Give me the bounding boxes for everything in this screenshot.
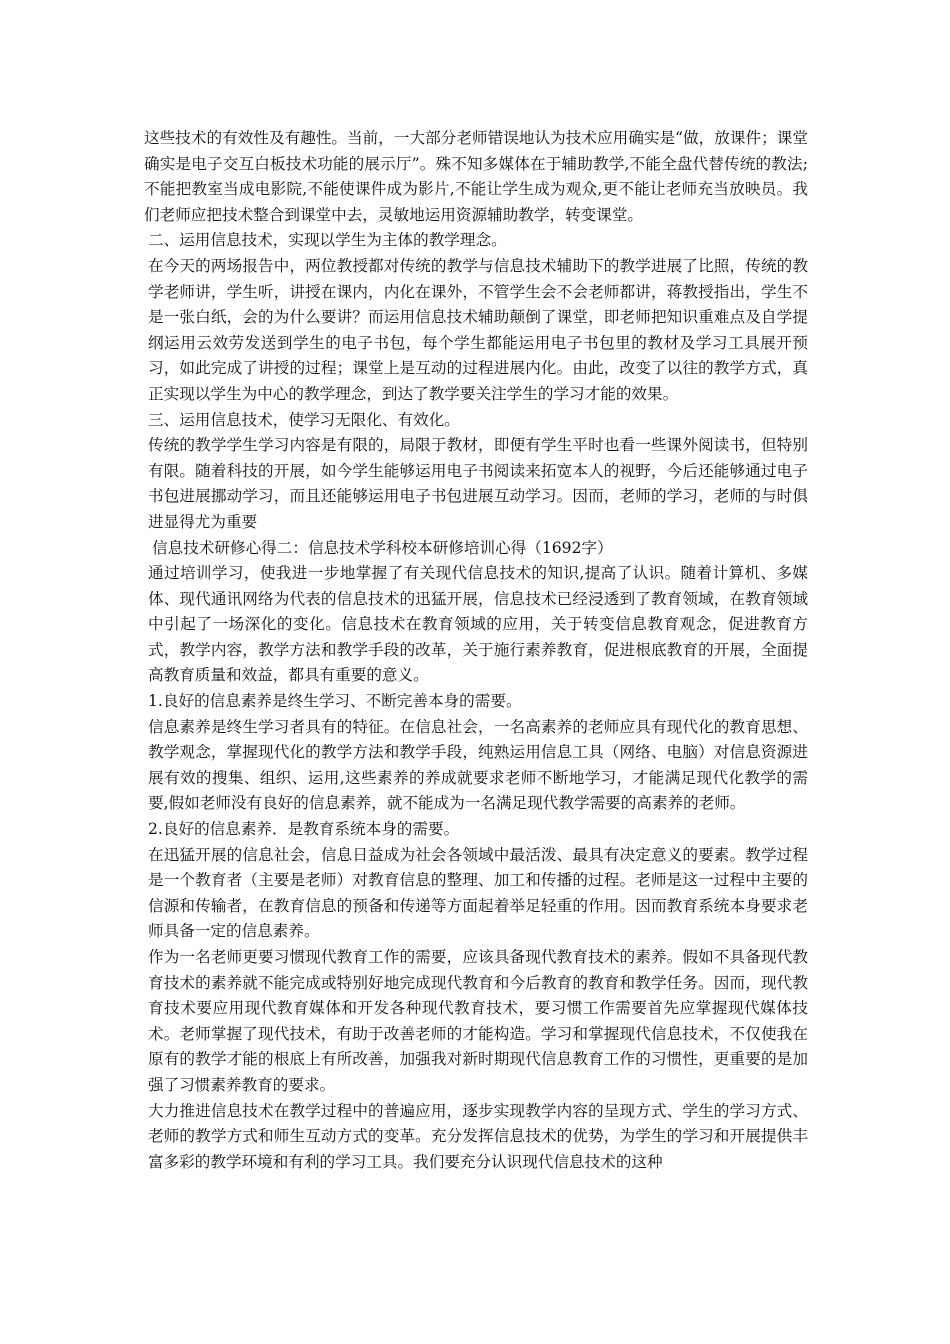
- paragraph-promotion: 大力推进信息技术在教学过程中的普遍应用，逐步实现教学内容的呈现方式、学生的学习方式、老师的教学方式和师生互动方式的变革。充分发挥信息技术的优势，为学生的学习和开展提供丰富多彩的教学环境和有利的学习工具。我们要充分认识现代信息技术的这种: [148, 1101, 808, 1171]
- paragraph-section-2: 在今天的两场报告中，两位教授都对传统的教学与信息技术辅助下的教学进展了比照，传统的教学老师讲，学生听，讲授在课内，内化在课外，不管学生会不会老师都讲，蒋教授指出，学生不是一张白纸，会的为什么要讲？而运用信息技术辅助颠倒了课堂，即老师把知识重难点及自学提纲运用云效劳发送到学生的电子书包，每个学生都能运用电子书包里的教材及学习工具展开预习，如此完成了讲授的过程；课堂上是互动的过程进展内化。由此，改变了以往的教学方式，真正实现以学生为中心的教学理念，到达了教学要关注学生的学习才能的效果。: [148, 256, 808, 403]
- point-heading-1: 1.良好的信息素养是终生学习、不断完善本身的需要。: [148, 692, 522, 711]
- paragraph-teacher-skills: 作为一名老师更要习惯现代教育工作的需要，应该具备现代教育技术的素养。假如不具备现代教育技术的素养就不能完成或特别好地完成现代教育和今后教育的教育和教学任务。因而，现代教育技术要应用现代教育媒体和开发各种现代教育技术，要习惯工作需要首先应掌握现代媒体技术。老师掌握了现代技术，有助于改善老师的才能构造。学习和掌握现代信息技术，不仅使我在原有的教学才能的根底上有所改善，加强我对新时期现代信息教育工作的习惯性，更重要的是加强了习惯素养教育的要求。: [148, 948, 808, 1094]
- point-heading-2: 2.良好的信息素养．是教育系统本身的需要。: [148, 820, 460, 839]
- document-page: [144, 126, 808, 1175]
- section-heading-3: 三、运用信息技术，使学习无限化、有效化。: [148, 410, 460, 429]
- paragraph-section-3: 传统的教学学生学习内容是有限的，局限于教材，即便有学生平时也看一些课外阅读书，但特别有限。随着科技的开展，如今学生能够运用电子书阅读来拓宽本人的视野，今后还能够通过电子书包进展挪动学习，而且还能够运用电子书包进展互动学习。因而，老师的学习，老师的与时俱进显得尤为重要: [148, 436, 808, 531]
- paragraph-intro-continuation: 这些技术的有效性及有趣性。当前，一大部分老师错误地认为技术应用确实是“做，放课件；课堂确实是电子交互白板技术功能的展示厅”。殊不知多媒体在于辅助教学,不能全盘代替传统的教法;不能把教室当成电影院,不能使课件成为影片,不能让学生成为观众,更不能让老师充当放映员。我们老师应把技术整合到课堂中去，灵敏地运用资源辅助教学，转变课堂。: [144, 129, 808, 224]
- section-heading-2: 二、运用信息技术，实现以学生为主体的教学理念。: [148, 231, 507, 250]
- paragraph-point-1: 信息素养是终生学习者具有的特征。在信息社会，一名高素养的老师应具有现代化的教育思想、教学观念，掌握现代化的教学方法和教学手段，纯熟运用信息工具（网络、电脑）对信息资源进展有效的搜集、组织、运用,这些素养的养成就要求老师不断地学习，才能满足现代化教学的需要,假如老师没有良好的信息素养，就不能成为一名满足现代教学需要的高素养的老师。: [148, 717, 808, 813]
- paragraph-point-2: 在迅猛开展的信息社会，信息日益成为社会各领域中最活泼、最具有决定意义的要素。教学过程是一个教育者（主要是老师）对教育信息的整理、加工和传播的过程。老师是这一过程中主要的信源和传输者，在教育信息的预备和传递等方面起着举足轻重的作用。因而教育系统本身要求老师具备一定的信息素养。: [148, 845, 808, 941]
- paragraph-article-intro: 通过培训学习，使我进一步地掌握了有关现代信息技术的知识,提高了认识。随着计算机、多媒体、现代通讯网络为代表的信息技术的迅猛开展，信息技术已经浸透到了教育领域，在教育领域中引起了一场深化的变化。信息技术在教育领域的应用，关于转变信息教育观念，促进教育方式，教学内容，教学方法和教学手段的改革，关于施行素养教育，促进根底教育的开展，全面提高教育质量和效益，都具有重要的意义。: [148, 564, 808, 685]
- article-title: 信息技术研修心得二：信息技术学科校本研修培训心得（1692字）: [152, 538, 613, 557]
